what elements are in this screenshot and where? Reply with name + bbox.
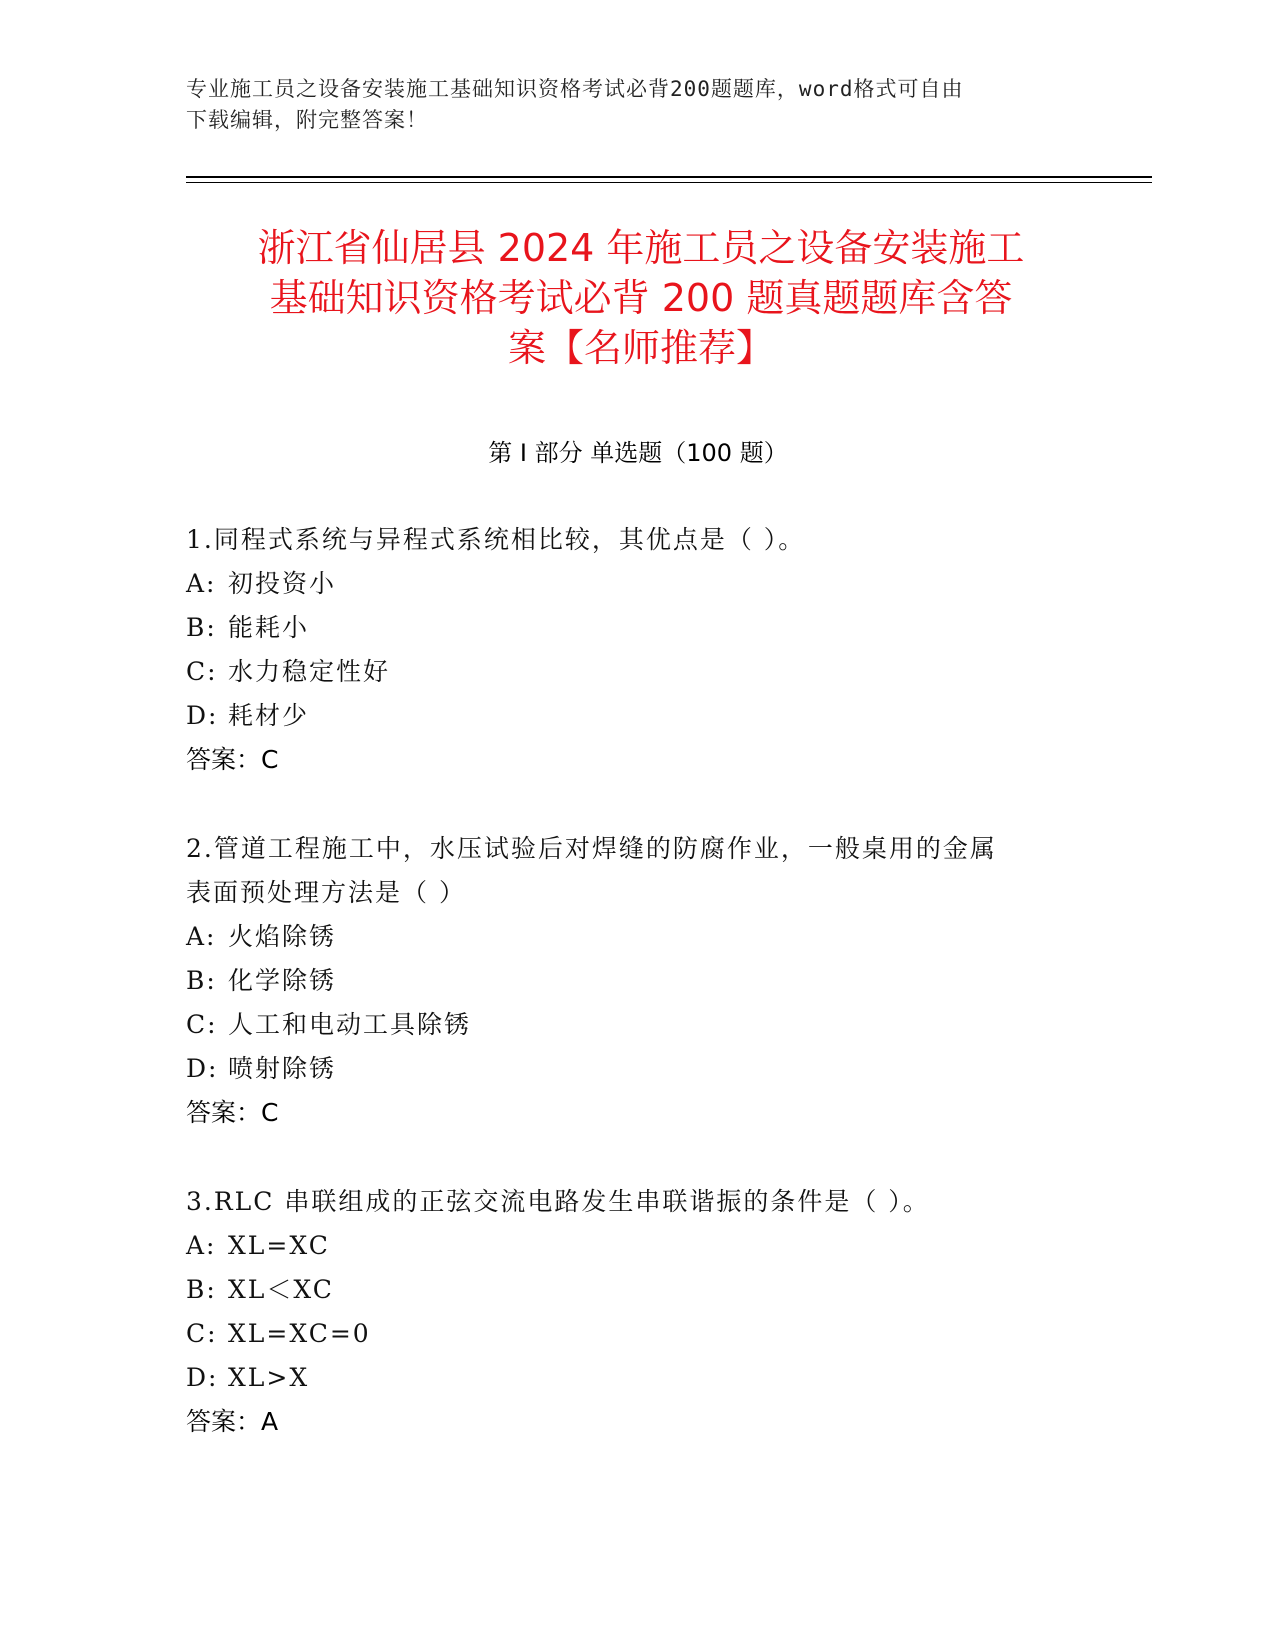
option-letter: A:	[186, 922, 217, 951]
option-text: 化学除锈	[228, 966, 337, 995]
option-letter: C:	[186, 1319, 218, 1348]
question-option	[186, 915, 1086, 959]
option-text: 能耗小	[228, 613, 310, 642]
question-stem: 3.RLC 串联组成的正弦交流电路发生串联谐振的条件是（ ）。	[186, 1187, 930, 1216]
option-letter: D:	[186, 701, 219, 730]
option-text: 火焰除锈	[228, 922, 337, 951]
option-text: 喷射除锈	[228, 1054, 337, 1083]
question-option	[186, 1268, 1086, 1312]
question-block	[186, 518, 1086, 782]
question-option	[186, 1224, 1086, 1268]
question-option	[186, 606, 1086, 650]
option-letter: D:	[186, 1054, 219, 1083]
option-text: 水力稳定性好	[228, 657, 391, 686]
option-text: XL=XC=0	[228, 1319, 371, 1348]
option-letter: B:	[186, 613, 217, 642]
header-divider-thick	[186, 176, 1152, 178]
answer-label: 答案：C	[186, 1098, 279, 1127]
option-letter: D:	[186, 1363, 219, 1392]
question-block	[186, 1180, 1086, 1444]
question-option	[186, 562, 1086, 606]
question-stem: 表面预处理方法是（ ）	[186, 878, 466, 907]
question-stem: 2.管道工程施工中，水压试验后对焊缝的防腐作业，一般桌用的金属	[186, 834, 997, 863]
question-option	[186, 650, 1086, 694]
option-text: 人工和电动工具除锈	[228, 1010, 472, 1039]
option-letter: A:	[186, 569, 217, 598]
question-stem: 1.同程式系统与异程式系统相比较，其优点是（ ）。	[186, 525, 806, 554]
answer-label: 答案：A	[186, 1407, 279, 1436]
question-option	[186, 1003, 1086, 1047]
question-option	[186, 1356, 1086, 1400]
option-letter: B:	[186, 1275, 217, 1304]
header-note	[186, 74, 1066, 136]
option-text: 初投资小	[228, 569, 337, 598]
question-option	[186, 694, 1086, 738]
option-letter: C:	[186, 1010, 218, 1039]
document-title	[176, 223, 1106, 373]
option-text: 耗材少	[228, 701, 310, 730]
question-option	[186, 1047, 1086, 1091]
header-divider-thin	[186, 182, 1152, 183]
option-text: XL＜XC	[228, 1275, 334, 1304]
section-title: 第 I 部分 单选题（100 题）	[488, 439, 788, 467]
option-text: XL=XC	[228, 1231, 330, 1260]
option-letter: A:	[186, 1231, 217, 1260]
header-note-line: 下载编辑，附完整答案！	[186, 108, 428, 132]
header-note-line: 专业施工员之设备安装施工基础知识资格考试必背200题题库，word格式可自由	[186, 77, 964, 101]
question-option	[186, 959, 1086, 1003]
document-title-line: 案【名师推荐】	[507, 326, 774, 370]
option-text: XL>X	[228, 1363, 310, 1392]
document-title-line: 基础知识资格考试必背 200 题真题题库含答	[269, 276, 1013, 320]
document-title-line: 浙江省仙居县 2024 年施工员之设备安装施工	[257, 226, 1025, 270]
answer-label: 答案：C	[186, 745, 279, 774]
option-letter: B:	[186, 966, 217, 995]
question-block	[186, 827, 1086, 1135]
question-option	[186, 1312, 1086, 1356]
option-letter: C:	[186, 657, 218, 686]
question-list	[186, 518, 1086, 1489]
